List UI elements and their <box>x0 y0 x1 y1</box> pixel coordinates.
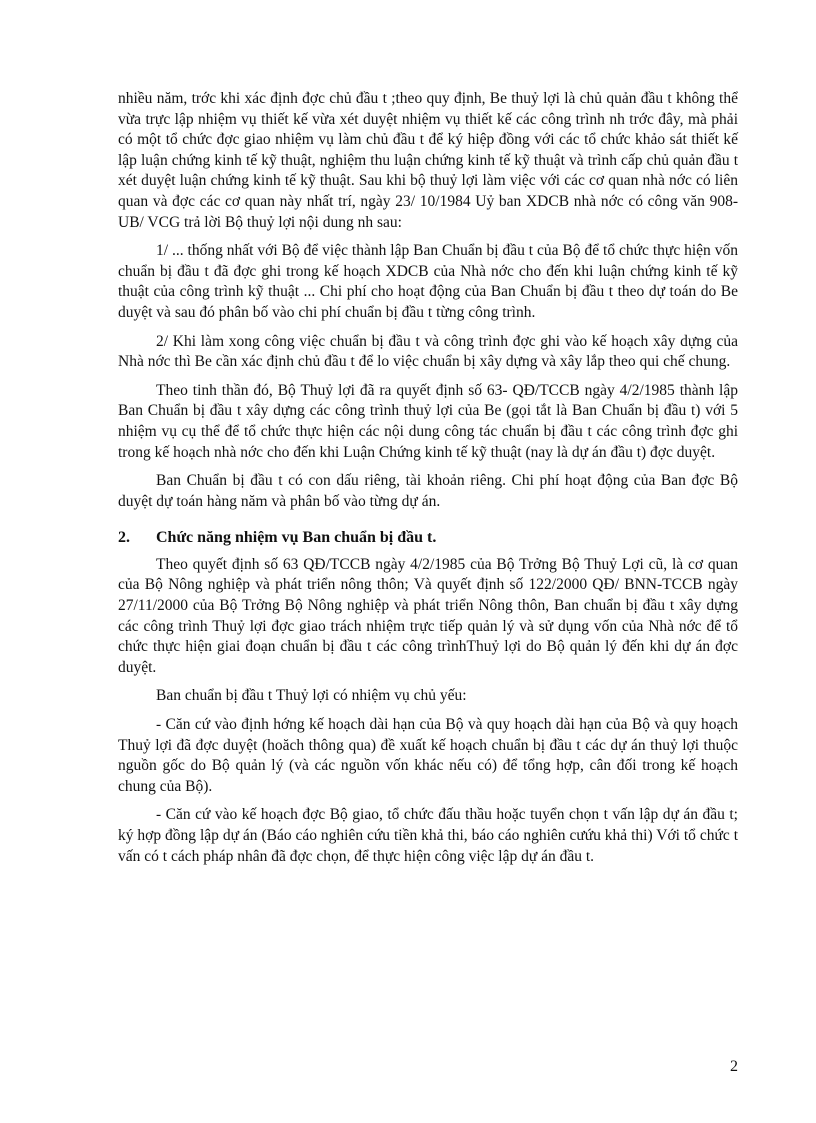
page-number: 2 <box>730 1058 738 1075</box>
section-title: Chức năng nhiệm vụ Ban chuẩn bị đầu t. <box>156 529 437 547</box>
paragraph-decision: Theo tinh thần đó, Bộ Thuỷ lợi đã ra quyết định số 63- QĐ/TCCB ngày 4/2/1985 thành lập Ban Chuẩn bị đầu t xây dựng các công trình thuỷ lợi của Be (gọi tắt là Ban Chuẩn bị đầu t) với 5 nhiệm vụ cụ thể để tổ chức thực hiện các nội dung công tác chuẩn bị đầu t các công trình đợc ghi trong kế hoạch nhà nớc cho đến khi Luận Chứng kinh tế kỹ thuật (nay là dự án đầu t) đợc duyệt. <box>118 381 738 461</box>
section-number: 2. <box>118 529 130 547</box>
paragraph-quote-2: 2/ Khi làm xong công việc chuẩn bị đầu t và công trình đợc ghi vào kế hoạch xây dựng của Nhà nớc thì Be cần xác định chủ đầu t để lo việc chuẩn bị xây dựng và xây lắp theo qui chế chung. <box>118 332 738 371</box>
paragraph-section-intro: Theo quyết định số 63 QĐ/TCCB ngày 4/2/1985 của Bộ Trởng Bộ Thuỷ Lợi cũ, là cơ quan của Bộ Nông nghiệp và phát triển nông thôn; Và quyết định số 122/2000 QĐ/ BNN-TCCB ngày 27/11/2000 của Bộ Trởng Bộ Nông nghiệp và phát triển Nông thôn, Ban chuẩn bị đầu t xây dựng các công trình Thuỷ lợi đợc giao trách nhiệm trực tiếp quản lý và sử dụng vốn của Nhà nớc để tổ chức thực hiện giai đoạn chuẩn bị đầu t các công trìnhThuỷ lợi do Bộ quản lý đến khi dự án đợc duyệt. <box>118 555 738 676</box>
paragraph-quote-1: 1/ ... thống nhất với Bộ để việc thành lập Ban Chuẩn bị đầu t của Bộ để tổ chức thực hiện vốn chuẩn bị đầu t đã đợc ghi trong kế hoạch XDCB của Nhà nớc cho đến khi luận chứng kinh tế kỹ thuật của công trình kỹ thuật ... Chi phí cho hoạt động của Ban Chuẩn bị đầu t theo dự toán do Be duyệt và sau đó phân bố vào chi phí chuẩn bị đầu t từng công trình. <box>118 242 738 321</box>
paragraph-duty-2: - Căn cứ vào kế hoạch đợc Bộ giao, tổ chức đấu thầu hoặc tuyển chọn t vấn lập dự án đầu t; ký hợp đồng lập dự án (Báo cáo nghiên cứu tiền khả thi, báo cáo nghiên cưứu khả thi) Với tổ chức t vấn có t cách pháp nhân đã đợc chọn, để thực hiện công việc lập dự án đầu t. <box>118 806 738 865</box>
section-heading <box>118 528 738 549</box>
paragraph-seal: Ban Chuẩn bị đầu t có con dấu riêng, tài khoản riêng. Chi phí hoạt động của Ban đợc Bộ duyệt dự toán hàng năm và phân bố vào từng dự án. <box>118 472 738 510</box>
paragraph-duties-lead: Ban chuẩn bị đầu t Thuỷ lợi có nhiệm vụ chủ yếu: <box>156 687 467 705</box>
paragraph-continuation: nhiều năm, trớc khi xác định đợc chủ đầu t ;theo quy định, Be thuỷ lợi là chủ quản đầu t không thể vừa trực lập nhiệm vụ thiết kế vừa xét duyệt nhiệm vụ thiết kế các công trình nh trớc đây, mà phải có một tổ chức đợc giao nhiệm vụ làm chủ đầu t để ký hiệp đồng với các tổ chức khảo sát thiết kế lập luận chứng kinh tế kỹ thuật, nghiệm thu luận chứng kinh tế kỹ thuật và trình cấp chủ quản đầu t xét duyệt luận chứng kinh tế kỹ thuật. Sau khi bộ thuỷ lợi làm việc với các cơ quan nhà nớc có liên quan và đợc các cơ quan này nhất trí, ngày 23/ 10/1984 Uỷ ban XDCB nhà nớc có công văn 908- UB/ VCG trả lời Bộ thuỷ lợi nội dung nh sau: <box>118 90 738 231</box>
document-page <box>118 89 738 867</box>
paragraph-duty-1: - Căn cứ vào định hớng kế hoạch dài hạn của Bộ và quy hoạch dài hạn của Bộ và quy hoạch Thuỷ lợi đã đợc duyệt (hoăch thông qua) đề xuất kế hoạch chuẩn bị đầu t các dự án thuỷ lợi thuộc nguồn gốc do Bộ quản lý (và các nguồn vốn khác nếu có) để tổng hợp, cân đối trong kế hoạch chung của Bộ). <box>118 716 738 795</box>
